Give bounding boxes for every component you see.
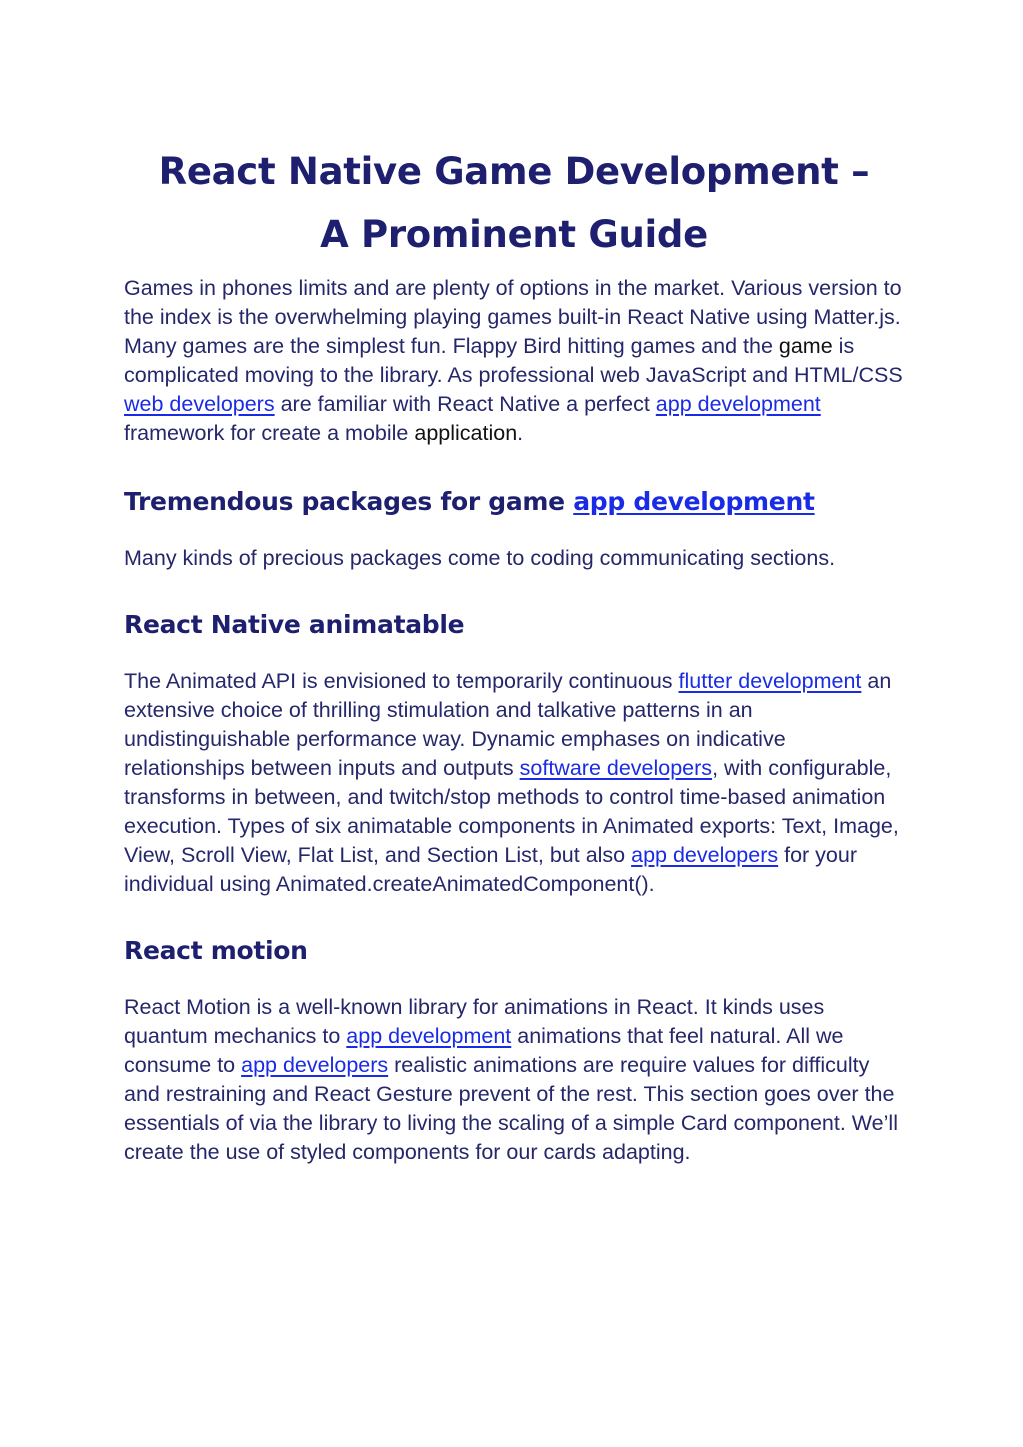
flutter-development-link[interactable]: flutter development <box>678 669 862 693</box>
react-motion-app-developers-link[interactable]: app developers <box>241 1053 389 1077</box>
web-developers-link[interactable]: web developers <box>124 392 275 416</box>
animatable-paragraph <box>124 667 904 899</box>
packages-paragraph: Many kinds of precious packages come to coding communicating sections. <box>124 546 836 570</box>
section-heading-packages-text: Tremendous packages for game <box>124 487 574 516</box>
section-heading-animatable: React Native animatable <box>124 610 465 639</box>
page-title <box>124 140 904 266</box>
document-page <box>124 140 904 1167</box>
intro-text-5: . <box>517 421 524 445</box>
intro-text-1: Games in phones limits and are plenty of options in the market. Various version to the index is the overwhelming playing games built-in React Native using Matter.js. Many games are the simplest fun. Flappy Bird hitting games and the <box>124 276 902 358</box>
intro-word-application: application <box>414 421 518 445</box>
intro-text-4: framework for create a mobile <box>124 421 415 445</box>
animatable-text-1: The Animated API is envisioned to temporarily continuous <box>124 669 679 693</box>
page-title-line-2: A Prominent Guide <box>320 213 708 256</box>
animatable-text-2: an extensive choice of thrilling stimulation and talkative patterns in an undistinguishable performance way. Dynamic emphases on indicative relationships between inputs and outputs <box>124 669 892 780</box>
app-developers-link[interactable]: app developers <box>631 843 779 867</box>
intro-word-game: game <box>778 334 833 358</box>
app-development-link[interactable]: app development <box>655 392 821 416</box>
react-motion-paragraph <box>124 993 904 1167</box>
animatable-text-4: for your individual using Animated.createAnimatedComponent(). <box>124 843 858 896</box>
react-motion-text-1: React Motion is a well-known library for animations in React. It kinds uses quantum mechanics to <box>124 995 825 1048</box>
react-motion-text-2: animations that feel natural. All we consume to <box>124 1024 844 1077</box>
react-motion-text-3: realistic animations are require values for difficulty and restraining and React Gesture prevent of the rest. This section goes over the essentials of via the library to living the scaling of a simple Card component. We’ll create the use of styled components for our cards adapting. <box>124 1053 898 1164</box>
intro-paragraph <box>124 274 904 448</box>
section-heading-app-development-link[interactable]: app development <box>573 487 815 516</box>
section-heading-react-motion: React motion <box>124 936 308 965</box>
page-title-line-1: React Native Game Development – <box>158 150 870 193</box>
software-developers-link[interactable]: software developers <box>519 756 713 780</box>
intro-text-2: is complicated moving to the library. As professional web JavaScript and HTML/CSS <box>124 334 903 387</box>
section-heading-packages <box>124 484 904 520</box>
animatable-text-3: , with configurable, transforms in between, and twitch/stop methods to control time-based animation execution. Types of six animatable components in Animated exports: Text, Image, View, Scroll View, Flat List, and Section List, but also <box>124 756 899 867</box>
react-motion-app-development-link[interactable]: app development <box>346 1024 512 1048</box>
intro-text-3: are familiar with React Native a perfect <box>274 392 656 416</box>
